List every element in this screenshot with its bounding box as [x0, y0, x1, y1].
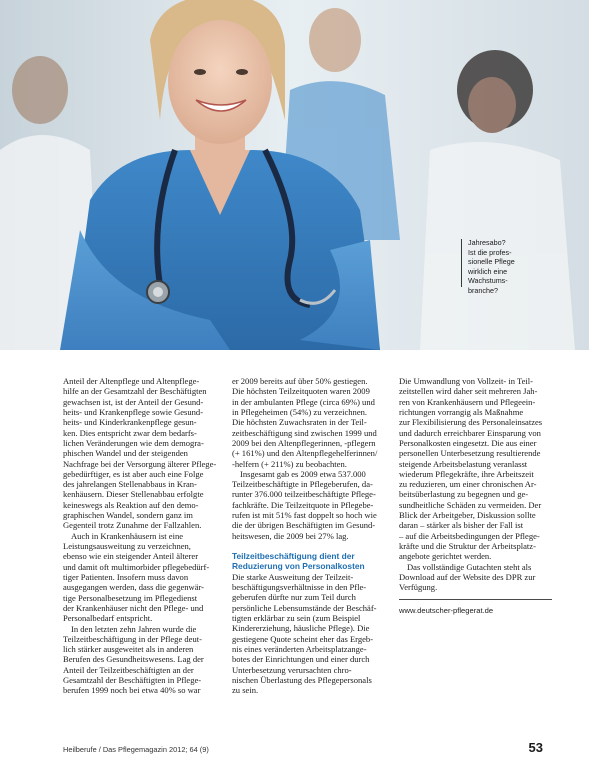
- text-line: Download auf der Website des DPR zur: [399, 571, 536, 582]
- caption-line: Wachstums-: [468, 276, 508, 286]
- text-line: nischen Überlastung des Pflegepersonals: [232, 674, 372, 685]
- text-line: zu reduzieren, um einer chronischen Ar-: [399, 479, 537, 490]
- column-2-paragraphs: [232, 376, 393, 541]
- section-heading-line: Reduzierung von Personalkosten: [232, 561, 365, 572]
- text-line: Kindererziehung, häusliche Pflege). Die: [232, 623, 370, 634]
- text-line: gebedürftiger, es ist aber auch eine Folge: [63, 468, 204, 479]
- text-line: berufen 1999 noch bei etwa 40% so war: [63, 685, 201, 696]
- text-line: kräfte und die Struktur der Arbeitsplatz-: [399, 541, 536, 551]
- text-line: und dadurch erreichbarer Einsparung von: [399, 427, 541, 438]
- text-line: Gegenteil trotz Zunahme der Fallzahlen.: [63, 520, 202, 531]
- text-line: richtungen vorrangig als Maßnahme: [399, 406, 524, 417]
- text-line: Teilzeitbeschäftigung in der Pflege deut-: [63, 633, 202, 644]
- text-line: tige Personalbesetzung im Pflegedienst: [63, 592, 198, 603]
- text-line: lich stärker ausgeweitet als in anderen: [63, 644, 194, 655]
- text-line: Die Umwandlung von Vollzeit- in Teil-: [399, 376, 533, 386]
- page-footer: Heilberufe / Das Pflegemagazin 2012; 64 (9): [63, 745, 209, 754]
- text-line: runter 376.000 teilzeitbeschäftigte Pflege-: [232, 489, 376, 500]
- text-line: Insgesamt gab es 2009 etwa 537.000: [240, 468, 366, 479]
- caption-line: wirklich eine: [468, 266, 508, 276]
- text-line: – auf die Arbeitsbedingungen der Pflege-: [399, 530, 540, 541]
- nurse-illustration: [0, 0, 589, 350]
- column-2-section-body: [232, 572, 393, 696]
- text-line: phischen Wandel und der steigenden: [63, 448, 188, 459]
- source-link[interactable]: www.deutscher-pflegerat.de: [399, 605, 494, 615]
- text-line: botes der Einrichtungen und einer durch: [232, 654, 370, 665]
- text-line: Die höchsten Zuwachsraten in der Teil-: [232, 417, 367, 428]
- text-line: keineswegs als Reaktion auf den demo-: [63, 499, 199, 510]
- text-line: sundheitliche Schäden zu vermeiden. Der: [399, 499, 542, 510]
- text-line: zur Flexibilisierung des Personaleinsatzes: [399, 417, 543, 428]
- page-number: 53: [528, 740, 543, 755]
- text-column-1: [63, 376, 224, 696]
- text-line: rufen ist mit 51% fast doppelt so hoch wie: [232, 510, 377, 521]
- text-line: in Pflegeheimen (54%) zu verzeichnen.: [232, 406, 368, 417]
- caption-line: sionelle Pflege: [468, 257, 515, 267]
- text-line: persönliche Lebensumstände der Beschäf-: [232, 602, 377, 613]
- text-line: zu sein.: [232, 685, 259, 696]
- caption-line: branche?: [468, 285, 498, 295]
- caption-line: Ist die profes-: [468, 247, 512, 257]
- text-line: In den letzten zehn Jahren wurde die: [71, 623, 197, 634]
- text-line: der Krankenhäuser nicht den Pflege- und: [63, 602, 204, 613]
- text-line: heits- und Krankenpflege sowie Gesund-: [63, 406, 204, 417]
- text-line: Die starke Ausweitung der Teilzeit-: [232, 571, 354, 582]
- text-line: Personalkosten eingesetzt. Die aus einer: [399, 437, 537, 448]
- divider: [399, 599, 552, 600]
- text-line: -helfern (+ 211%) zu beobachten.: [232, 458, 347, 469]
- section-heading: [232, 551, 393, 572]
- caption-marker: [461, 239, 462, 287]
- text-line: beitsüberlastung zu begegnen und ge-: [399, 489, 529, 500]
- text-line: und damit oft multimorbider pflegebedürf-: [63, 561, 210, 572]
- text-line: Das vollständige Gutachten steht als: [407, 561, 532, 572]
- text-column-3: [399, 376, 560, 616]
- text-line: beschäftigungsverhältnisse in den Pfle-: [232, 582, 367, 593]
- text-line: personellen Unterbesetzung resultierende: [399, 448, 541, 459]
- caption-line: Jahresabo?: [468, 238, 506, 247]
- text-line: tigten erklärbar zu sein (zum Beispiel: [232, 613, 361, 624]
- text-line: fachkräfte. Die Teilzeitquote in Pflegebe-: [232, 499, 374, 510]
- text-line: angebote gerichtet werden.: [399, 551, 492, 562]
- text-line: Anteil der Teilzeitbeschäftigten an der: [63, 664, 194, 675]
- text-line: Unterbesetzung verursachten chro-: [232, 664, 352, 675]
- text-line: ken. Dies entspricht zwar dem bedarfs-: [63, 427, 197, 438]
- text-line: nis eines veränderten Arbeitsplatzange-: [232, 644, 367, 654]
- text-line: in der ambulanten Pflege (circa 69%) und: [232, 396, 375, 407]
- text-line: heits- und Kinderkrankenpflege gesun-: [63, 417, 197, 428]
- text-line: heitswesen, die 2009 bei 27% lag.: [232, 530, 349, 541]
- text-line: wiederum Pflegekräfte, ihre Arbeitszeit: [399, 468, 534, 479]
- section-heading-line: Teilzeitbeschäftigung dient der: [232, 551, 355, 561]
- photo-caption: [468, 238, 554, 296]
- text-line: hilfe an der Gesamtzahl der Beschäftigten: [63, 386, 207, 397]
- text-line: steigende Arbeitsbelastung veranlasst: [399, 458, 528, 469]
- text-line: des jahrelangen Stellenabbaus in Kran-: [63, 479, 197, 490]
- text-line: kenhäusern. Dieser Stellenabbau erfolgte: [63, 489, 204, 500]
- text-line: Anteil der Altenpflege und Altenpflege-: [63, 376, 200, 386]
- text-line: (+ 161%) und den Altenpflegehelferinnen/: [232, 448, 378, 459]
- text-line: Personalbedarf entspricht.: [63, 613, 153, 624]
- text-line: zeitstellen wird daher seit mehreren Jah-: [399, 386, 538, 397]
- text-line: lichen Veränderungen wie dem demogra-: [63, 437, 204, 448]
- text-line: ren von Krankenhäusern und Pflegeein-: [399, 396, 536, 407]
- text-line: Die höchsten Teilzeitquoten waren 2009: [232, 386, 370, 397]
- text-line: geberufen dürfte nur zum Teil durch: [232, 592, 356, 603]
- text-column-2: [232, 376, 393, 696]
- text-line: graphischen Wandel, sondern ganz im: [63, 510, 193, 521]
- text-line: gewachsen ist, ist der Anteil der Gesund-: [63, 396, 204, 407]
- text-line: Berufen des Gesundheitswesens. Lag der: [63, 654, 204, 665]
- text-line: Leistungsausweitung zu verzeichnen,: [63, 541, 191, 551]
- text-line: Auch in Krankenhäusern ist eine: [71, 530, 184, 541]
- text-line: Blick der Arbeitgeber, Diskussion sollte: [399, 510, 536, 521]
- text-line: tiger Patienten. Insofern muss davon: [63, 571, 189, 582]
- text-line: zeitbeschäftigung sind zwischen 1999 und: [232, 427, 377, 438]
- column-3-paragraphs: [399, 376, 560, 593]
- text-line: ebenso wie ein steigender Anteil älterer: [63, 551, 199, 562]
- text-line: Verfügung.: [399, 582, 438, 593]
- text-line: 2009 bei den Altenpflegerinnen, -pflegern: [232, 437, 376, 448]
- text-line: die der übrigen Beschäftigten im Gesund-: [232, 520, 376, 531]
- text-line: ausgegangen werden, dass die gegenwär-: [63, 582, 205, 593]
- text-line: Teilzeitbeschäftigte in Pflegeberufen, da-: [232, 479, 373, 490]
- text-line: Nachfrage bei der Versorgung älterer Pflege-: [63, 458, 217, 469]
- text-line: Gesamtzahl der Beschäftigten in Pflege-: [63, 675, 202, 686]
- text-line: gestiegene Quote scheint eher das Ergeb-: [232, 633, 374, 644]
- text-line: er 2009 bereits auf über 50% gestiegen.: [232, 376, 368, 386]
- text-line: daran – stärker als bisher der Fall ist: [399, 520, 524, 531]
- hero-photo: [0, 0, 589, 350]
